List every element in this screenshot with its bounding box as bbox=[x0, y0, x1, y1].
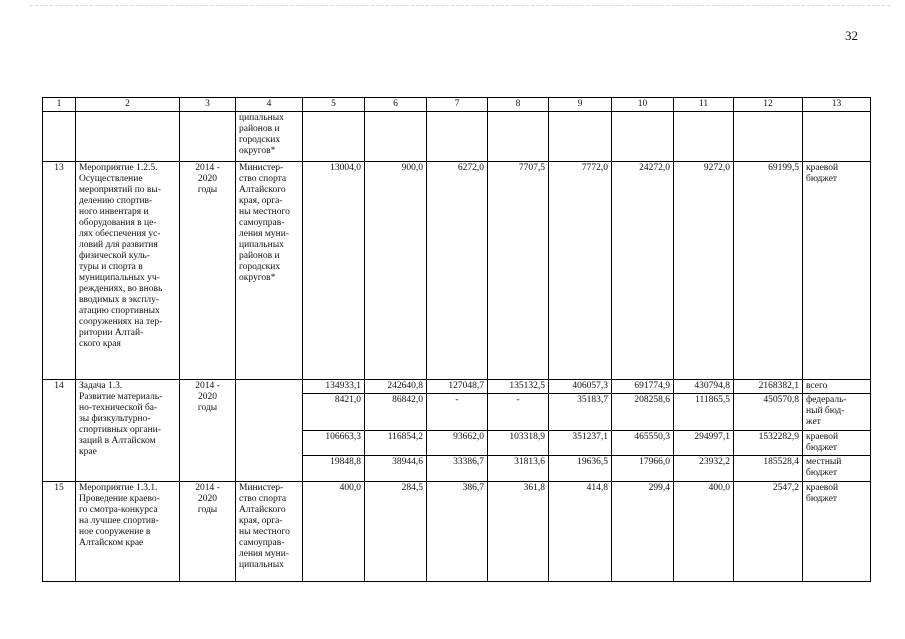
value-cell: 284,5 bbox=[365, 482, 427, 582]
value-cell: 294997,1 bbox=[674, 431, 734, 456]
value-cell: 135132,5 bbox=[488, 380, 549, 394]
row-number: 14 bbox=[43, 380, 76, 482]
value-cell: 2547,2 bbox=[734, 482, 803, 582]
value-cell: 23932,2 bbox=[674, 456, 734, 482]
value-cell: 31813,6 bbox=[488, 456, 549, 482]
value-cell: 38944,6 bbox=[365, 456, 427, 482]
table-cell bbox=[488, 112, 549, 162]
column-number-row bbox=[43, 98, 871, 112]
column-number: 7 bbox=[427, 98, 488, 112]
value-cell: 116854,2 bbox=[365, 431, 427, 456]
value-cell: 465550,3 bbox=[612, 431, 674, 456]
column-number: 11 bbox=[674, 98, 734, 112]
column-number: 3 bbox=[180, 98, 236, 112]
column-number: 12 bbox=[734, 98, 803, 112]
value-cell: 361,8 bbox=[488, 482, 549, 582]
measure-title: Мероприятие 1.3.1. Проведение краево- го смотра-конкурса на лучшее спортив- ное сооружение в Алтайском крае bbox=[76, 482, 180, 582]
table-cell bbox=[303, 112, 365, 162]
value-cell: 406057,3 bbox=[549, 380, 612, 394]
column-number: 6 bbox=[365, 98, 427, 112]
period-cell: 2014 - 2020 годы bbox=[180, 482, 236, 582]
table-row-continuation bbox=[43, 112, 871, 162]
value-cell: 69199,5 bbox=[734, 162, 803, 380]
column-number: 2 bbox=[76, 98, 180, 112]
column-number: 10 bbox=[612, 98, 674, 112]
value-cell: 208258,6 bbox=[612, 394, 674, 431]
measure-title: Мероприятие 1.2.5. Осуществление мероприятий по вы- делению спортив- ного инвентаря и оборудования в це- лях обеспечения ус- ловий для развития физической куль- туры и спорта в муниципальных уч- реждениях, во вновь вводимых в эксплу- атацию спортивных сооружениях на тер- ритории Алтай- ского края bbox=[76, 162, 180, 380]
page-number: 32 bbox=[845, 28, 858, 43]
value-cell: 7772,0 bbox=[549, 162, 612, 380]
funding-source: всего bbox=[803, 380, 871, 394]
value-cell: 2168382,1 bbox=[734, 380, 803, 394]
period-cell: 2014 - 2020 годы bbox=[180, 162, 236, 380]
funding-source: краевой бюджет bbox=[803, 482, 871, 582]
value-cell: 33386,7 bbox=[427, 456, 488, 482]
row-number: 15 bbox=[43, 482, 76, 582]
executor-cell bbox=[236, 380, 303, 482]
value-cell: 242640,8 bbox=[365, 380, 427, 394]
value-cell: 691774,9 bbox=[612, 380, 674, 394]
value-cell: - bbox=[488, 394, 549, 431]
funding-source: федераль- ный бюд- жет bbox=[803, 394, 871, 431]
value-cell: 9272,0 bbox=[674, 162, 734, 380]
executor-cell: Министер- ство спорта Алтайского края, орга- ны местного самоуправ- ления муни- ципальных bbox=[236, 482, 303, 582]
scan-edge-line bbox=[30, 5, 890, 6]
table-cell bbox=[427, 112, 488, 162]
column-number: 4 bbox=[236, 98, 303, 112]
value-cell: 127048,7 bbox=[427, 380, 488, 394]
value-cell: 430794,8 bbox=[674, 380, 734, 394]
table-row-14-total bbox=[43, 380, 871, 394]
value-cell: 24272,0 bbox=[612, 162, 674, 380]
column-number: 1 bbox=[43, 98, 76, 112]
column-number: 5 bbox=[303, 98, 365, 112]
value-cell: 86842,0 bbox=[365, 394, 427, 431]
value-cell: 93662,0 bbox=[427, 431, 488, 456]
column-number: 8 bbox=[488, 98, 549, 112]
value-cell: 900,0 bbox=[365, 162, 427, 380]
value-cell: 17966,0 bbox=[612, 456, 674, 482]
table-cell bbox=[803, 112, 871, 162]
value-cell: 7707,5 bbox=[488, 162, 549, 380]
table-row-15 bbox=[43, 482, 871, 582]
value-cell: 414,8 bbox=[549, 482, 612, 582]
task-title: Задача 1.3. Развитие материаль- но-технической ба- зы физкультурно- спортивных органи- заций в Алтайском крае bbox=[76, 380, 180, 482]
executor-cell: Министер- ство спорта Алтайского края, орга- ны местного самоуправ- ления муни- ципальных районов и городских округов* bbox=[236, 162, 303, 380]
row-number: 13 bbox=[43, 162, 76, 380]
value-cell: 134933,1 bbox=[303, 380, 365, 394]
value-cell: 185528,4 bbox=[734, 456, 803, 482]
table-cell bbox=[674, 112, 734, 162]
value-cell: 400,0 bbox=[303, 482, 365, 582]
table-cell bbox=[549, 112, 612, 162]
value-cell: 111865,5 bbox=[674, 394, 734, 431]
table-cell bbox=[734, 112, 803, 162]
value-cell: 35183,7 bbox=[549, 394, 612, 431]
value-cell: 103318,9 bbox=[488, 431, 549, 456]
funding-source: краевой бюджет bbox=[803, 431, 871, 456]
table-cell bbox=[76, 112, 180, 162]
table-cell bbox=[43, 112, 76, 162]
value-cell: 386,7 bbox=[427, 482, 488, 582]
funding-source: местный бюджет bbox=[803, 456, 871, 482]
program-table bbox=[42, 97, 871, 582]
table-cell bbox=[365, 112, 427, 162]
table-cell bbox=[612, 112, 674, 162]
value-cell: - bbox=[427, 394, 488, 431]
value-cell: 299,4 bbox=[612, 482, 674, 582]
value-cell: 19636,5 bbox=[549, 456, 612, 482]
value-cell: 106663,3 bbox=[303, 431, 365, 456]
table-cell bbox=[180, 112, 236, 162]
value-cell: 8421,0 bbox=[303, 394, 365, 431]
table-row-13 bbox=[43, 162, 871, 380]
value-cell: 400,0 bbox=[674, 482, 734, 582]
value-cell: 6272,0 bbox=[427, 162, 488, 380]
value-cell: 450570,8 bbox=[734, 394, 803, 431]
period-cell: 2014 - 2020 годы bbox=[180, 380, 236, 482]
value-cell: 13004,0 bbox=[303, 162, 365, 380]
funding-source: краевой бюджет bbox=[803, 162, 871, 380]
value-cell: 19848,8 bbox=[303, 456, 365, 482]
executor-cell: ципальных районов и городских округов* bbox=[236, 112, 303, 162]
value-cell: 1532282,9 bbox=[734, 431, 803, 456]
column-number: 9 bbox=[549, 98, 612, 112]
column-number: 13 bbox=[803, 98, 871, 112]
value-cell: 351237,1 bbox=[549, 431, 612, 456]
